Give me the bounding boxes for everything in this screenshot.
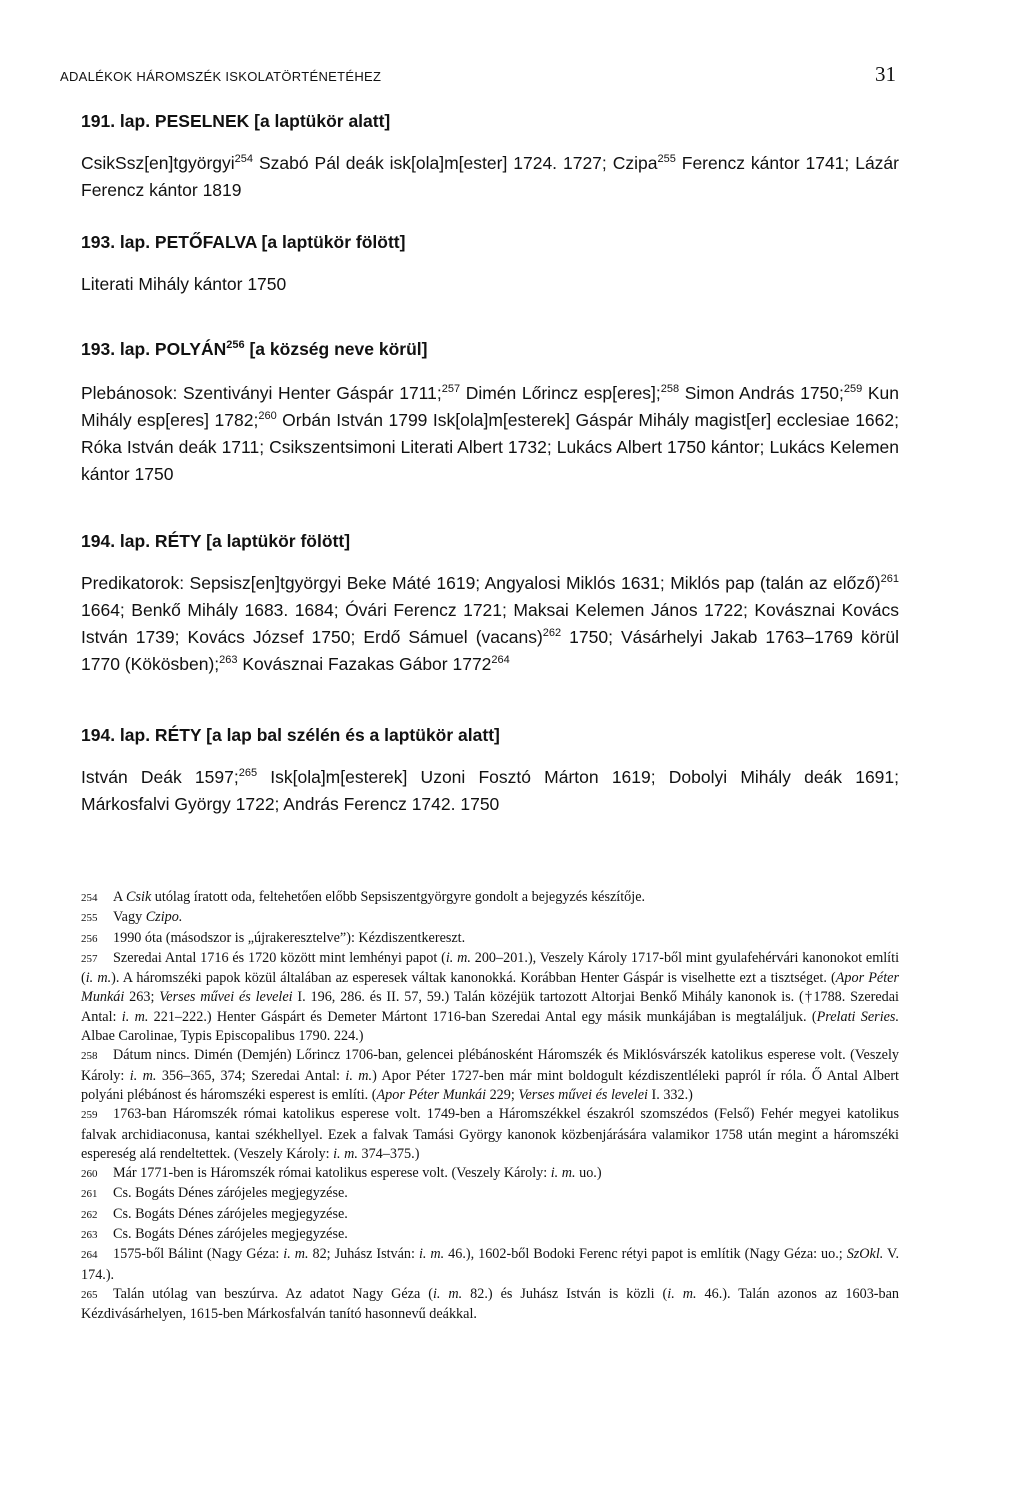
text-run: CsikSsz[en]tgyörgyi xyxy=(81,153,235,173)
footnote-text: Cs. Bogáts Dénes zárójeles megjegyzése. xyxy=(113,1226,348,1243)
footnote-text: 46.). Talán azonos az 1603-ban Kézdivásárhelyen, 1615-ben Márkosfalván tanító hasonnevű deákkal. xyxy=(81,1285,899,1323)
footnote-text: 263; xyxy=(124,989,160,1006)
footnote-text: 229; xyxy=(486,1086,519,1103)
footnote-text: ). A háromszéki papok közül általában az esperesek váltak kanonokká. Korábban Henter Gáspár is viselhette ezt a tisztséget. ( xyxy=(111,970,836,987)
footnote-text: Talán utólag van beszúrva. Az adatot Nagy Géza ( xyxy=(113,1285,433,1302)
footnote-text: i. m. xyxy=(85,970,112,987)
footnote-text: Czipo. xyxy=(145,909,183,926)
footnote-262 xyxy=(81,1205,899,1225)
running-head-title: ADALÉKOK HÁROMSZÉK ISKOLATÖRTÉNETÉHEZ xyxy=(60,69,382,84)
footnote-text: Prelati Series. xyxy=(816,1008,899,1025)
footnote-text: i. m. xyxy=(345,1067,373,1084)
footnote-text: Már 1771-ben is Háromszék római katolikus esperese volt. (Veszely Károly: xyxy=(113,1165,551,1182)
entry-petofalva xyxy=(81,231,899,298)
footnote-ref: 260 xyxy=(258,410,277,423)
footnote-number: 262 xyxy=(81,1208,98,1221)
book-page xyxy=(60,0,960,1510)
entry-rety-margin xyxy=(81,724,899,818)
footnote-text: Albae Carolinae, Typis Episcopalibus 1790. 224.) xyxy=(81,1028,364,1045)
text-run: Ferencz kántor 1741; Lázár Ferencz kántor 1819 xyxy=(81,153,899,200)
entry-polyan xyxy=(81,338,899,488)
footnote-text: ) Apor Péter 1727-ben már mint boldogult kézdiszentléleki papról ír róla. Ő Antal Albert polyáni plébánost és háromszéki esperest is említi. ( xyxy=(81,1067,899,1103)
footnote-ref: 261 xyxy=(880,573,899,586)
footnote-ref: 264 xyxy=(491,654,510,667)
footnote-text: 356–365, 374; Szeredai Antal: xyxy=(156,1067,346,1084)
footnote-ref: 255 xyxy=(657,153,676,166)
footnote-number: 263 xyxy=(81,1229,98,1242)
text-run: István Deák 1597; xyxy=(81,767,239,787)
footnote-ref: 262 xyxy=(542,627,562,640)
footnote-text: Apor Péter Munkái xyxy=(81,970,899,1006)
footnote-number: 256 xyxy=(81,932,98,945)
entry-body xyxy=(81,570,899,678)
footnote-text: 46.), 1602-ből Bodoki Ferenc rétyi papot is említik (Nagy Géza: uo.; xyxy=(444,1246,847,1263)
entry-rety-top xyxy=(81,530,899,678)
entry-heading xyxy=(81,338,899,361)
footnote-text: A xyxy=(113,889,127,905)
footnote-text: I. 196, 286. és II. 57, 59.) Talán közéjük tartozott Altorjai Benkő Mihály kanonok is. (†1788. Szeredai Antal: xyxy=(81,989,899,1025)
footnote-258 xyxy=(81,1046,899,1105)
footnote-text: I. 332.) xyxy=(647,1086,693,1103)
footnote-text: Cs. Bogáts Dénes zárójeles megjegyzése. xyxy=(113,1185,348,1202)
footnote-text: Verses művei és levelei xyxy=(159,989,293,1006)
text-run: Plebánosok: Szentiványi Henter Gáspár 1711; xyxy=(81,383,442,403)
footnote-number: 254 xyxy=(81,892,98,904)
footnote-264 xyxy=(81,1245,899,1285)
text-run: Dimén Lőrincz esp[eres]; xyxy=(460,383,661,403)
footnote-text: V. 174.). xyxy=(81,1246,900,1283)
footnote-261 xyxy=(81,1184,899,1204)
text-run: Predikatorok: Sepsisz[en]tgyörgyi Beke Máté 1619; Angyalosi Miklós 1631; Miklós pap (talán az előző) xyxy=(81,573,881,593)
entry-body xyxy=(81,764,899,818)
footnote-text: utólag íratott oda, feltehetően előbb Sepsiszentgyörgyre gondolt a bejegyzés készítője. xyxy=(151,889,646,905)
footnote-260 xyxy=(81,1164,899,1184)
footnote-text: 82; Juhász István: xyxy=(308,1246,419,1263)
footnote-ref: 257 xyxy=(441,383,461,396)
footnote-263 xyxy=(81,1225,899,1245)
entry-heading: 191. lap. PESELNEK [a laptükör alatt] xyxy=(81,111,391,131)
footnote-text: Cs. Bogáts Dénes zárójeles megjegyzése. xyxy=(113,1205,348,1222)
footnote-text: Verses művei és levelei xyxy=(518,1086,648,1103)
footnote-ref: 256 xyxy=(226,339,245,352)
footnote-text: 221–222.) Henter Gáspárt és Demeter Mártont 1716-ban Szeredai Antal egy másik munkájában is megtaláljuk. ( xyxy=(148,1008,817,1025)
footnote-number: 265 xyxy=(81,1288,98,1301)
text-run: 1664; Benkő Mihály 1683. 1684; Óvári Ferencz 1721; Maksai Kelemen János 1722; Kovásznai Kovács István 1739; Kovács József 1750; Erdő Sámuel (vacans) xyxy=(81,600,899,647)
text-run: Isk[ola]m[esterek] Uzoni Fosztó Márton 1619; Dobolyi Mihály deák 1691; Márkosfalvi György 1722; András Ferencz 1742. 1750 xyxy=(81,767,900,814)
footnote-text: 82.) és Juhász István is közli ( xyxy=(462,1285,668,1302)
text-run: 193. lap. POLYÁN xyxy=(81,339,227,359)
footnotes xyxy=(81,888,899,1325)
footnote-text: i. m. xyxy=(445,949,471,966)
footnote-ref: 263 xyxy=(219,654,238,667)
footnote-text: Vagy xyxy=(113,909,146,926)
footnote-text: uo.) xyxy=(575,1165,602,1182)
footnote-ref: 265 xyxy=(238,767,258,780)
text-run: Szabó Pál deák isk[ola]m[ester] 1724. 1727; Czipa xyxy=(253,153,658,173)
footnote-265 xyxy=(81,1285,899,1325)
footnote-text: i. m. xyxy=(418,1246,445,1263)
footnote-259 xyxy=(81,1105,899,1164)
footnote-text: i. m. xyxy=(283,1246,309,1263)
footnote-256 xyxy=(81,929,899,949)
page-number: 31 xyxy=(875,62,896,86)
running-head xyxy=(60,62,896,86)
text-run: Orbán István 1799 Isk[ola]m[esterek] Gáspár Mihály magist[er] ecclesiae 1662; Róka István deák 1711; Csikszentsimoni Literati Albert 1732; Lukács Albert 1750 kántor; Lukács Kelemen kántor 1750 xyxy=(81,410,899,484)
footnote-number: 264 xyxy=(81,1249,98,1262)
footnote-number: 261 xyxy=(81,1188,98,1201)
text-run: Kovásznai Fazakas Gábor 1772 xyxy=(237,654,492,674)
entry-heading: 194. lap. RÉTY [a laptükör fölött] xyxy=(81,531,351,551)
text-run: [a község neve körül] xyxy=(244,339,428,359)
entry-body xyxy=(81,380,899,488)
footnote-number: 255 xyxy=(81,912,98,925)
footnote-text: Apor Péter Munkái xyxy=(376,1086,487,1103)
footnote-text: 1990 óta (másodszor is „újrakeresztelve”): Kézdiszentkereszt. xyxy=(113,929,466,946)
entry-peselnek xyxy=(81,110,899,204)
entry-heading: 194. lap. RÉTY [a lap bal szélén és a laptükör alatt] xyxy=(81,725,500,745)
footnote-number: 257 xyxy=(81,952,98,965)
footnote-text: i. m. xyxy=(550,1165,576,1182)
footnote-number: 259 xyxy=(81,1109,98,1122)
footnote-text: 200–201.), Veszely Károly 1717-ből mint gyulafehérvári kanonokot említi ( xyxy=(81,949,900,987)
footnote-text: 1575-ből Bálint (Nagy Géza: xyxy=(113,1246,284,1263)
text-run: Kun Mihály esp[eres] 1782; xyxy=(81,383,900,430)
footnote-text: SzOkl. xyxy=(846,1246,884,1263)
footnote-text: Dátum nincs. Dimén (Demjén) Lőrincz 1706-ban, gelencei plébánosként Háromszék és Miklósvárszék katolikus esperese volt. (Veszely Károly: xyxy=(81,1047,899,1084)
footnote-text: i. m. xyxy=(432,1285,463,1302)
footnote-text: 374–375.) xyxy=(357,1145,420,1162)
footnote-257 xyxy=(81,949,899,1046)
footnote-ref: 259 xyxy=(843,383,863,396)
footnote-ref: 254 xyxy=(234,153,254,166)
footnote-number: 260 xyxy=(81,1168,98,1181)
entry-body xyxy=(81,150,899,204)
footnote-text: Szeredai Antal 1716 és 1720 között mint lemhényi papot ( xyxy=(113,949,446,966)
footnote-number: 258 xyxy=(81,1050,98,1063)
footnote-text: i. m. xyxy=(667,1285,697,1302)
footnote-255 xyxy=(81,908,899,928)
entry-heading: 193. lap. PETŐFALVA [a laptükör fölött] xyxy=(81,232,406,252)
footnote-text: i. m. xyxy=(121,1008,149,1025)
entry-body: Literati Mihály kántor 1750 xyxy=(81,274,287,294)
text-run: Simon András 1750; xyxy=(679,383,844,403)
footnote-text: i. m. xyxy=(129,1067,157,1084)
footnote-254 xyxy=(81,888,899,908)
footnote-text: Csik xyxy=(126,889,152,905)
footnote-ref: 258 xyxy=(660,383,680,396)
text-run: 1750; Vásárhelyi Jakab 1763–1769 körül 1770 (Kökösben); xyxy=(81,627,899,674)
footnote-text: 1763-ban Háromszék római katolikus esperese volt. 1749-ben a Háromszékkel északról szomszédos (Felső) Fehér megyei katolikus falvak archidiaconusa, kantai székhellyel. Ezek a falvak Tamási György kanonok közbenjárására valamikor 1758 után megint a háromszéki espereség alá rendeltettek. (Veszely Károly: xyxy=(81,1106,899,1162)
footnote-text: i. m. xyxy=(333,1145,358,1162)
